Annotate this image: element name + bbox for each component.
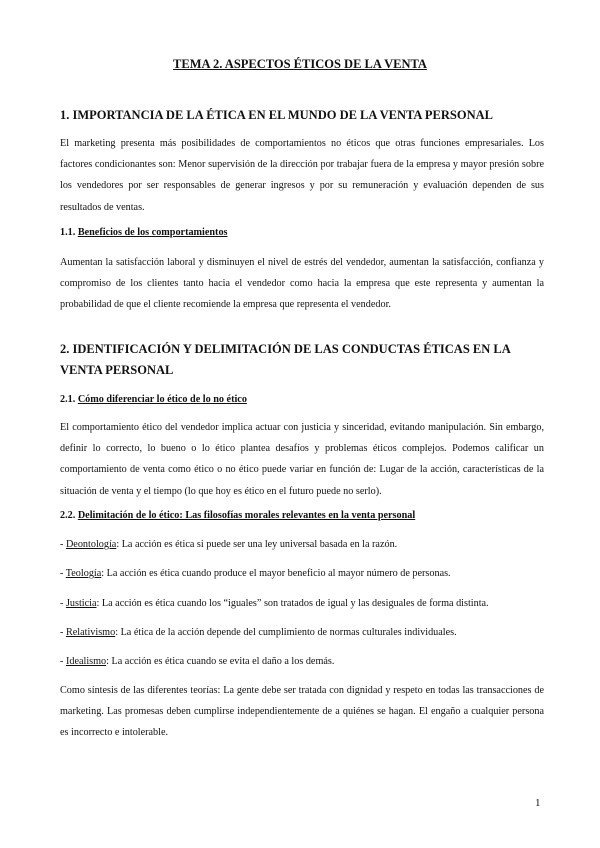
subsection-title: Delimitación de lo ético: Las filosofías morales relevantes en la venta personal	[77, 510, 416, 521]
synthesis-paragraph: Como síntesis de las diferentes teorías: La gente debe ser tratada con dignidad y respeto en todas las transacciones de marketing. Las promesas deben cumplirse independientemente de a quiénes se hagan. El engaño a cualquier persona es incorrecto e intolerable.	[60, 685, 544, 739]
subsection-1-1-heading	[60, 226, 546, 240]
philosophy-term: Relativismo	[65, 627, 116, 638]
page-number: 1	[535, 797, 541, 809]
philosophy-term: Idealismo	[65, 656, 107, 667]
philosophy-item: - Teología: La acción es ética cuando produce el mayor beneficio al mayor número de personas.	[60, 568, 451, 579]
subsection-2-1-paragraph: El comportamiento ético del vendedor implica actuar con justicia y sinceridad, evitando manipulación. Sin embargo, definir lo correcto, lo bueno o lo ético plantea desafíos y problemas éticos complejos. Podemos calificar un comportamiento de venta como ético o no ético puede variar en función de: Lugar de la acción, características de la situación de venta y el tiempo (lo que hoy es ético en el futuro puede no serlo).	[60, 422, 544, 497]
subsection-number: 2.2.	[60, 510, 76, 521]
document-title: TEMA 2. ASPECTOS ÉTICOS DE LA VENTA	[173, 57, 427, 71]
subsection-title: Cómo diferenciar lo ético de lo no ético	[77, 394, 247, 405]
philosophy-item: - Deontología: La acción es ética si puede ser una ley universal basada en la razón.	[60, 539, 398, 550]
philosophy-item: - Justicia: La acción es ética cuando los “iguales” son tratados de igual y las desiguales de forma distinta.	[60, 598, 489, 609]
section-2-heading: 2. IDENTIFICACIÓN Y DELIMITACIÓN DE LAS CONDUCTAS ÉTICAS EN LA VENTA PERSONAL	[60, 342, 511, 377]
subsection-2-1-heading	[60, 393, 546, 407]
subsection-2-2-heading	[60, 509, 546, 523]
philosophy-term: Justicia	[65, 598, 97, 609]
subsection-1-1-paragraph: Aumentan la satisfacción laboral y disminuyen el nivel de estrés del vendedor, aumentan la satisfacción, confianza y compromiso de los clientes tanto hacia el vendedor como hacia la empresa que este representa y aumentan la probabilidad de que el cliente recomiende la empresa que representa el vendedor.	[60, 257, 544, 311]
section-1-paragraph: El marketing presenta más posibilidades de comportamientos no éticos que otras funciones empresariales. Los factores condicionantes son: Menor supervisión de la dirección por trabajar fuera de la empresa y mayor presión sobre los vendedores por ser responsables de generar ingresos y por su remuneración y evaluación dependen de sus resultados de ventas.	[60, 138, 544, 213]
subsection-title: Beneficios de los comportamientos	[77, 227, 228, 238]
subsection-number: 2.1.	[60, 394, 76, 405]
philosophy-term: Teología	[65, 568, 102, 579]
philosophy-item: - Idealismo: La acción es ética cuando se evita el daño a los demás.	[60, 656, 335, 667]
subsection-number: 1.1.	[60, 227, 76, 238]
philosophy-item: - Relativismo: La ética de la acción depende del cumplimiento de normas culturales individuales.	[60, 627, 457, 638]
philosophy-term: Deontología	[65, 539, 117, 550]
section-1-heading: 1. IMPORTANCIA DE LA ÉTICA EN EL MUNDO DE LA VENTA PERSONAL	[60, 108, 493, 122]
